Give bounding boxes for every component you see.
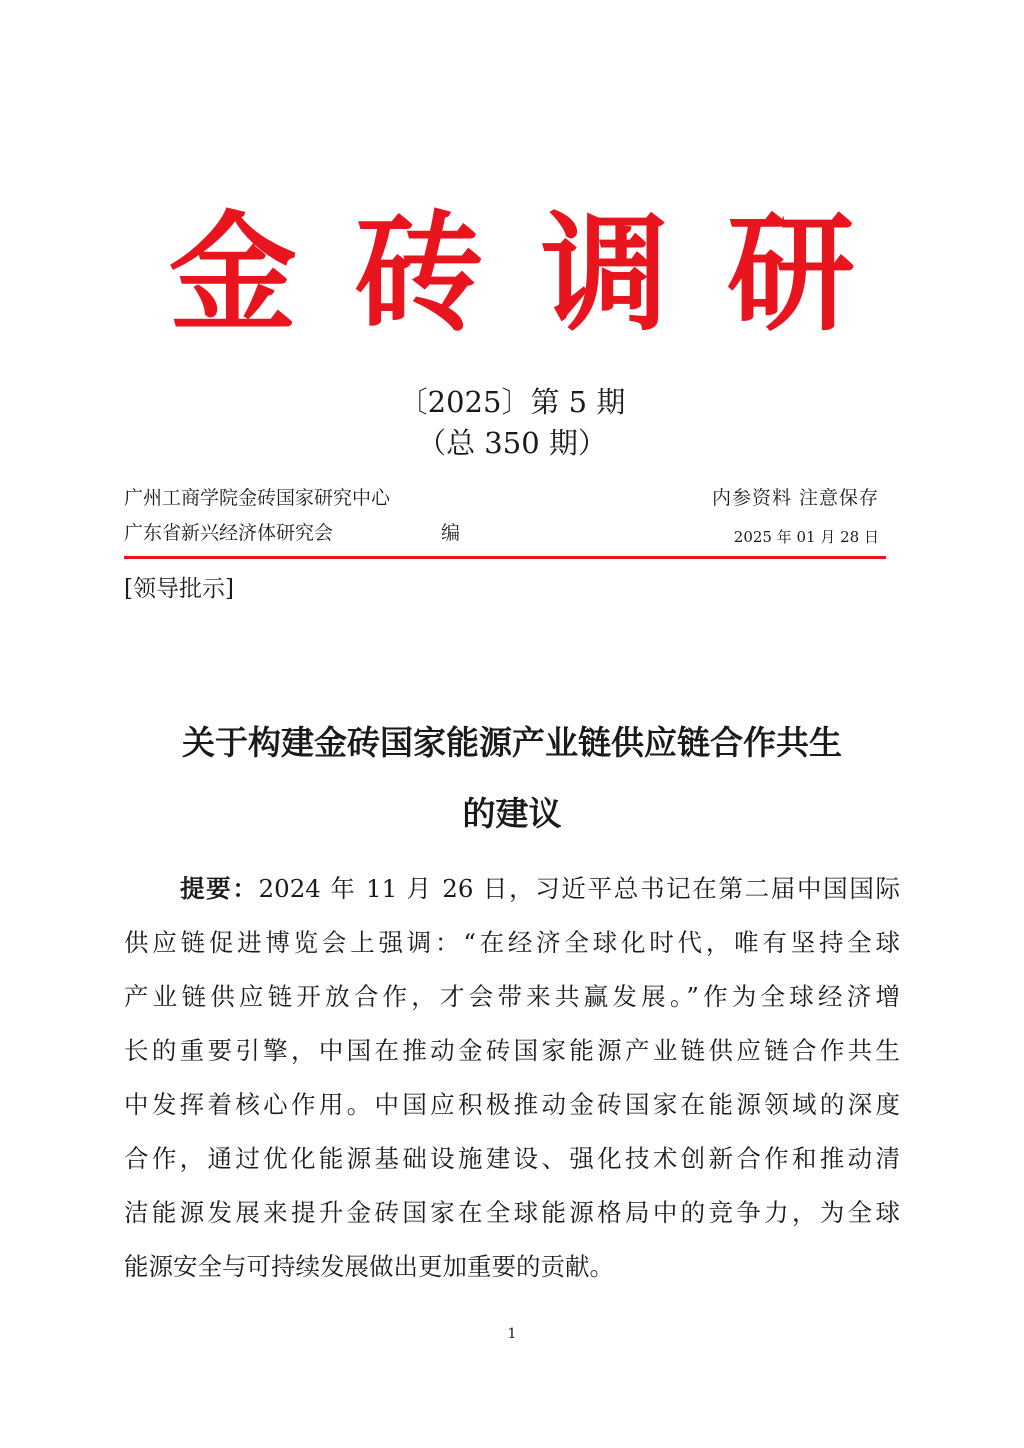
summary-line: 洁能源发展来提升金砖国家在全球能源格局中的竞争力，为全球 bbox=[124, 1198, 900, 1227]
confidential-notice: 内参资料 注意保存 bbox=[711, 487, 879, 509]
summary-text: 2024 年 11 月 26 日，习近平总书记在第二届中国国际 bbox=[258, 874, 901, 903]
masthead-title: 金砖调研 bbox=[168, 200, 913, 349]
summary-line: 长的重要引擎，中国在推动金砖国家能源产业链供应链合作共生 bbox=[124, 1036, 900, 1065]
issue-total: （总 350 期） bbox=[417, 426, 607, 460]
summary-line: 能源安全与可持续发展做出更加重要的贡献。 bbox=[124, 1252, 614, 1281]
article-summary bbox=[124, 862, 900, 1294]
leader-instruction-label: [领导批示] bbox=[124, 576, 234, 602]
article-title-line-1: 关于构建金砖国家能源产业链供应链合作共生 bbox=[182, 723, 842, 762]
summary-line: 中发挥着核心作用。中国应积极推动金砖国家在能源领域的深度 bbox=[124, 1090, 900, 1119]
summary-line bbox=[124, 862, 900, 916]
issue-number: 〔2025〕第 5 期 bbox=[398, 385, 626, 419]
organization-line-2: 广东省新兴经济体研究会 bbox=[124, 522, 334, 544]
summary-line: 产业链供应链开放合作，才会带来共赢发展。”作为全球经济增 bbox=[124, 982, 900, 1011]
publication-date: 2025 年 01 月 28 日 bbox=[733, 528, 879, 546]
header-divider bbox=[124, 556, 886, 559]
article-title-line-2: 的建议 bbox=[462, 794, 562, 833]
organization-line-1: 广州工商学院金砖国家研究中心 bbox=[124, 487, 391, 509]
editor-label: 编 bbox=[441, 522, 461, 544]
summary-line: 供应链促进博览会上强调：“在经济全球化时代，唯有坚持全球 bbox=[124, 928, 900, 957]
summary-line: 合作，通过优化能源基础设施建设、强化技术创新合作和推动清 bbox=[124, 1144, 900, 1173]
page-number: 1 bbox=[507, 1326, 517, 1342]
summary-label: 提要： bbox=[180, 874, 259, 903]
